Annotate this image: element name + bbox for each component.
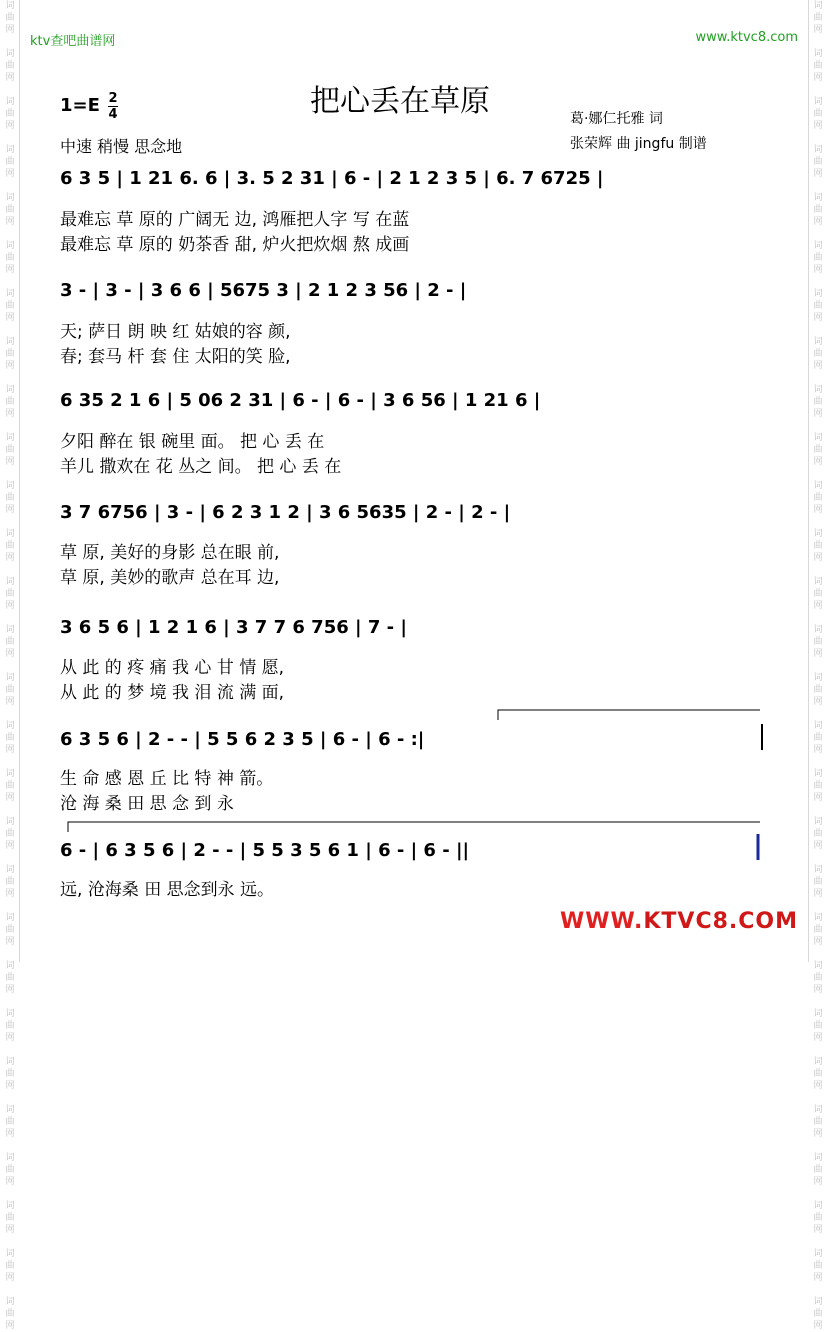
watermark-char: 曲 — [813, 781, 823, 791]
watermark-char: 词 — [5, 1057, 15, 1067]
watermark-char: 网 — [5, 697, 15, 707]
watermark-char: 曲 — [5, 685, 15, 695]
watermark-char: 曲 — [5, 733, 15, 743]
watermark-char: 网 — [5, 1033, 15, 1043]
watermark-char: 网 — [813, 1225, 823, 1235]
volta-bracket-2 — [68, 822, 760, 832]
watermark-char: 曲 — [813, 1261, 823, 1271]
watermark-char: 网 — [813, 841, 823, 851]
site-logo-footer[interactable] — [560, 909, 798, 934]
watermark-char: 网 — [5, 361, 15, 371]
watermark-char: 词 — [5, 1, 15, 11]
watermark-char: 曲 — [813, 1069, 823, 1079]
watermark-char: 曲 — [5, 493, 15, 503]
watermark-char: 词 — [813, 337, 823, 347]
key-signature: 1=E — [60, 95, 100, 116]
watermark-char: 网 — [5, 25, 15, 35]
watermark-char: 网 — [5, 649, 15, 659]
watermark-char: 网 — [5, 745, 15, 755]
notation-line-3: 6 35 2 1 6 | 5 06 2 31 | 6 - | 6 - | 3 6 56 | 1 21 6 | — [60, 390, 541, 411]
logo-www: WWW. — [559, 909, 644, 934]
watermark-char: 词 — [813, 1009, 823, 1019]
watermark-char: 网 — [813, 937, 823, 947]
watermark-char: 网 — [5, 1273, 15, 1283]
notation-line-7: 6 - | 6 3 5 6 | 2 - - | 5 5 3 5 6 1 | 6 - | 6 - || — [60, 840, 470, 861]
watermark-char: 曲 — [5, 1261, 15, 1271]
watermark-char: 曲 — [813, 1213, 823, 1223]
watermark-char: 网 — [5, 1321, 15, 1331]
watermark-char: 网 — [813, 1081, 823, 1091]
watermark-char: 词 — [813, 1297, 823, 1307]
song-title: 把心丢在草原 — [310, 84, 490, 119]
watermark-char: 词 — [813, 97, 823, 107]
lyric-line-3b: 羊儿 撒欢在 花 丛之 间。 把 心 丢 在 — [60, 457, 342, 477]
lyric-line-5a: 从 此 的 疼 痛 我 心 甘 情 愿, — [60, 658, 285, 678]
watermark-char: 曲 — [813, 1309, 823, 1319]
watermark-char: 词 — [813, 241, 823, 251]
watermark-char: 曲 — [813, 61, 823, 71]
watermark-char: 网 — [5, 1081, 15, 1091]
watermark-char: 词 — [813, 529, 823, 539]
watermark-char: 网 — [813, 1129, 823, 1139]
watermark-char: 曲 — [5, 109, 15, 119]
time-bottom: 4 — [108, 107, 118, 122]
watermark-char: 词 — [813, 1249, 823, 1259]
watermark-char: 词 — [5, 625, 15, 635]
watermark-char: 曲 — [813, 13, 823, 23]
watermark-char: 曲 — [5, 877, 15, 887]
watermark-char: 曲 — [5, 1117, 15, 1127]
watermark-char: 曲 — [5, 157, 15, 167]
watermark-char: 曲 — [5, 205, 15, 215]
lyricist-credit: 葛·娜仁托雅 词 — [570, 111, 663, 127]
watermark-char: 网 — [813, 745, 823, 755]
watermark-char: 词 — [5, 337, 15, 347]
watermark-char: 网 — [5, 553, 15, 563]
lyric-line-3a: 夕阳 醉在 银 碗里 面。 把 心 丢 在 — [60, 432, 325, 452]
watermark-char: 词 — [813, 625, 823, 635]
lyric-line-7a: 远, 沧海桑 田 思念到永 远。 — [60, 880, 275, 900]
watermark-char: 网 — [813, 889, 823, 899]
watermark-char: 网 — [5, 1129, 15, 1139]
watermark-char: 词 — [5, 289, 15, 299]
lyric-line-6b: 沧 海 桑 田 思 念 到 永 — [60, 794, 234, 814]
time-top: 2 — [108, 91, 118, 106]
watermark-char: 词 — [813, 481, 823, 491]
watermark-char: 曲 — [5, 1213, 15, 1223]
watermark-char: 词 — [5, 1201, 15, 1211]
watermark-char: 曲 — [813, 205, 823, 215]
watermark-char: 网 — [813, 649, 823, 659]
watermark-char: 词 — [813, 1, 823, 11]
watermark-char: 网 — [813, 265, 823, 275]
watermark-char: 词 — [813, 865, 823, 875]
watermark-char: 网 — [813, 409, 823, 419]
watermark-char: 曲 — [813, 301, 823, 311]
notation-line-4: 3 7 6756 | 3 - | 6 2 3 1 2 | 3 6 5635 | 2 - | 2 - | — [60, 502, 511, 523]
volta-bracket-1 — [498, 710, 760, 720]
watermark-char: 曲 — [5, 781, 15, 791]
watermark-char: 曲 — [5, 13, 15, 23]
watermark-char: 网 — [813, 1321, 823, 1331]
lyric-line-4a: 草 原, 美好的身影 总在眼 前, — [60, 543, 280, 563]
watermark-char: 网 — [5, 73, 15, 83]
watermark-char: 网 — [813, 1177, 823, 1187]
watermark-char: 词 — [5, 97, 15, 107]
watermark-char: 词 — [5, 529, 15, 539]
watermark-char: 网 — [813, 601, 823, 611]
watermark-char: 词 — [813, 289, 823, 299]
watermark-char: 词 — [813, 1201, 823, 1211]
watermark-char: 曲 — [813, 1117, 823, 1127]
watermark-char: 曲 — [5, 397, 15, 407]
watermark-char: 词 — [813, 145, 823, 155]
watermark-char: 网 — [5, 889, 15, 899]
watermark-char: 曲 — [5, 1069, 15, 1079]
watermark-char: 网 — [813, 985, 823, 995]
watermark-char: 网 — [5, 841, 15, 851]
watermark-char: 网 — [813, 793, 823, 803]
logo-com: .COM — [728, 909, 798, 934]
watermark-char: 网 — [813, 169, 823, 179]
watermark-char: 网 — [813, 313, 823, 323]
watermark-char: 词 — [5, 673, 15, 683]
watermark-char: 曲 — [813, 349, 823, 359]
tempo-marking: 中速 稍慢 思念地 — [60, 137, 183, 156]
watermark-char: 词 — [5, 385, 15, 395]
watermark-char: 词 — [813, 673, 823, 683]
watermark-char: 词 — [813, 193, 823, 203]
watermark-char: 词 — [5, 1105, 15, 1115]
watermark-char: 网 — [5, 217, 15, 227]
watermark-char: 词 — [5, 721, 15, 731]
watermark-char: 曲 — [5, 1309, 15, 1319]
watermark-char: 曲 — [813, 397, 823, 407]
lyric-line-5b: 从 此 的 梦 境 我 泪 流 满 面, — [60, 683, 285, 703]
watermark-char: 曲 — [5, 637, 15, 647]
watermark-char: 曲 — [813, 253, 823, 263]
watermark-char: 词 — [813, 769, 823, 779]
lyric-line-6a: 生 命 感 恩 丘 比 特 神 箭。 — [60, 769, 274, 789]
watermark-char: 曲 — [5, 349, 15, 359]
notation-line-2: 3 - | 3 - | 3 6 6 | 5675 3 | 2 1 2 3 56 | 2 - | — [60, 280, 467, 301]
watermark-char: 曲 — [813, 877, 823, 887]
logo-c8: C8 — [695, 909, 729, 934]
watermark-char: 网 — [5, 937, 15, 947]
watermark-char: 曲 — [5, 301, 15, 311]
watermark-char: 曲 — [813, 733, 823, 743]
watermark-char: 词 — [5, 961, 15, 971]
watermark-char: 网 — [813, 1033, 823, 1043]
watermark-char: 曲 — [813, 109, 823, 119]
watermark-char: 网 — [5, 505, 15, 515]
watermark-char: 曲 — [813, 541, 823, 551]
watermark-char: 曲 — [813, 493, 823, 503]
watermark-char: 曲 — [5, 589, 15, 599]
watermark-char: 曲 — [5, 973, 15, 983]
watermark-char: 网 — [813, 361, 823, 371]
watermark-char: 词 — [5, 433, 15, 443]
watermark-char: 网 — [5, 793, 15, 803]
watermark-char: 网 — [813, 505, 823, 515]
watermark-char: 网 — [813, 217, 823, 227]
watermark-char: 网 — [5, 1177, 15, 1187]
watermark-char: 词 — [5, 241, 15, 251]
watermark-char: 词 — [813, 913, 823, 923]
watermark-char: 网 — [813, 73, 823, 83]
watermark-char: 词 — [5, 1009, 15, 1019]
watermark-char: 网 — [813, 697, 823, 707]
watermark-char: 网 — [5, 121, 15, 131]
watermark-char: 网 — [5, 409, 15, 419]
watermark-char: 词 — [5, 1153, 15, 1163]
watermark-char: 词 — [5, 769, 15, 779]
watermark-char: 词 — [813, 1105, 823, 1115]
watermark-char: 曲 — [813, 1021, 823, 1031]
watermark-char: 网 — [5, 1225, 15, 1235]
watermark-char: 词 — [5, 145, 15, 155]
watermark-char: 词 — [813, 577, 823, 587]
watermark-char: 网 — [813, 553, 823, 563]
lyric-line-2a: 天; 萨日 朗 映 红 姑娘的容 颜, — [60, 322, 291, 342]
watermark-char: 网 — [5, 601, 15, 611]
watermark-char: 词 — [813, 385, 823, 395]
watermark-char: 词 — [813, 721, 823, 731]
watermark-char: 词 — [813, 433, 823, 443]
watermark-char: 词 — [813, 49, 823, 59]
watermark-char: 网 — [813, 25, 823, 35]
watermark-char: 曲 — [5, 253, 15, 263]
watermark-char: 词 — [5, 49, 15, 59]
watermark-char: 网 — [813, 457, 823, 467]
logo-ktv: KTV — [643, 909, 696, 934]
watermark-char: 词 — [5, 817, 15, 827]
lyric-line-2b: 春; 套马 杆 套 住 太阳的笑 脸, — [60, 347, 291, 367]
watermark-char: 词 — [5, 193, 15, 203]
watermark-char: 曲 — [813, 973, 823, 983]
watermark-char: 曲 — [5, 1021, 15, 1031]
watermark-char: 词 — [813, 1153, 823, 1163]
watermark-char: 词 — [5, 577, 15, 587]
site-name-left[interactable]: ktv查吧曲谱网 — [30, 34, 116, 49]
watermark-char: 曲 — [813, 829, 823, 839]
watermark-char: 网 — [5, 985, 15, 995]
watermark-char: 词 — [5, 865, 15, 875]
notation-line-6: 6 3 5 6 | 2 - - | 5 5 6 2 3 5 | 6 - | 6 - :| — [60, 729, 425, 750]
composer-credit: 张荣辉 曲 jingfu 制谱 — [570, 136, 707, 152]
watermark-char: 曲 — [813, 637, 823, 647]
watermark-char: 曲 — [5, 541, 15, 551]
lyric-line-1a: 最难忘 草 原的 广阔无 边, 鸿雁把人字 写 在蓝 — [60, 210, 410, 230]
watermark-char: 词 — [813, 961, 823, 971]
lyric-line-4b: 草 原, 美妙的歌声 总在耳 边, — [60, 568, 280, 588]
watermark-char: 曲 — [5, 445, 15, 455]
watermark-char: 词 — [5, 1297, 15, 1307]
watermark-char: 曲 — [813, 685, 823, 695]
lyric-line-1b: 最难忘 草 原的 奶茶香 甜, 炉火把炊烟 熬 成画 — [60, 235, 410, 255]
watermark-char: 词 — [813, 1057, 823, 1067]
watermark-char: 网 — [5, 457, 15, 467]
watermark-char: 曲 — [5, 829, 15, 839]
watermark-char: 曲 — [813, 589, 823, 599]
watermark-char: 词 — [5, 1249, 15, 1259]
watermark-char: 曲 — [813, 445, 823, 455]
watermark-char: 网 — [5, 169, 15, 179]
watermark-char: 词 — [5, 913, 15, 923]
watermark-char: 曲 — [813, 157, 823, 167]
watermark-char: 曲 — [813, 1165, 823, 1175]
watermark-char: 曲 — [813, 925, 823, 935]
watermark-char: 网 — [5, 313, 15, 323]
watermark-char: 词 — [813, 817, 823, 827]
watermark-char: 词 — [5, 481, 15, 491]
site-url-right[interactable]: www.ktvc8.com — [695, 30, 798, 45]
watermark-char: 网 — [5, 265, 15, 275]
notation-line-5: 3 6 5 6 | 1 2 1 6 | 3 7 7 6 756 | 7 - | — [60, 617, 407, 638]
watermark-char: 网 — [813, 1273, 823, 1283]
watermark-char: 网 — [813, 121, 823, 131]
watermark-char: 曲 — [5, 61, 15, 71]
watermark-char: 曲 — [5, 1165, 15, 1175]
notation-line-1: 6 3 5 | 1 21 6. 6 | 3. 5 2 31 | 6 - | 2 1 2 3 5 | 6. 7 6725 | — [60, 168, 604, 189]
watermark-char: 曲 — [5, 925, 15, 935]
